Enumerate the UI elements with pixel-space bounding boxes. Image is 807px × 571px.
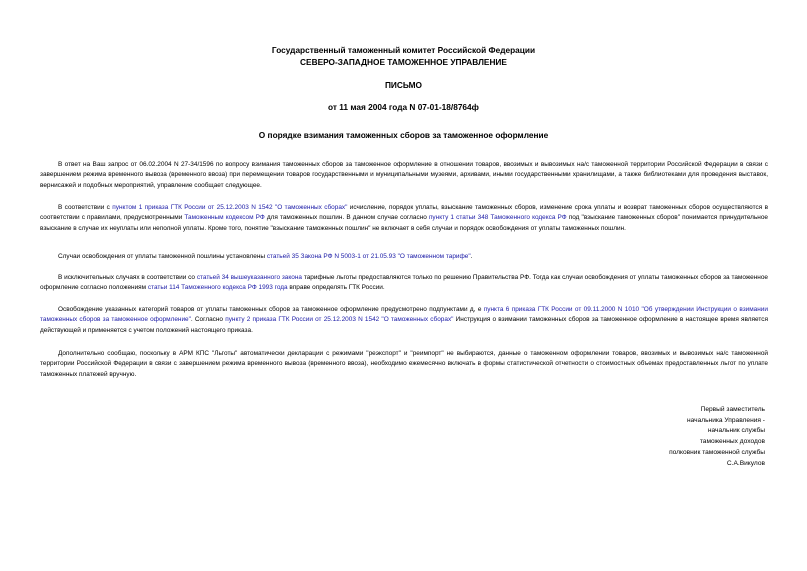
- link-order-1542-p1[interactable]: пунктом 1 приказа ГТК России от 25.12.2003 N 1542 "О таможенных сборах": [112, 204, 348, 211]
- paragraph-text: под "взыскание таможенных сборов" понимается принудительное взыскание в случае их неуплаты или неполной уплаты. Кроме того, понятие "взыскание таможенных пошлин" не включает в себя случаи и порядок освобождения от уплаты таможенных пошлин.: [40, 214, 769, 232]
- paragraph-text: В ответ на Ваш запрос от 06.02.2004 N 27-34/1596 по вопросу взимания таможенных сборов за таможенное оформление в отношении товаров, ввозимых и вывозимых на/с таможенной территории Российской Федерации в связи с завершением режима временного вывоза (временного ввоза) при перемещении товаров государственными и муниципальными музеями, архивами, иными государственными хранилищами, а также библиотеками для проведения выставок, вернисажей и подобных мероприятий, управление сообщает следующее.: [40, 161, 768, 189]
- paragraph-text: для таможенных пошлин. В данном случае согласно: [264, 214, 429, 222]
- link-law-5003-1-article-35[interactable]: статьей 35 Закона РФ N 5003-1 от 21.05.93 "О таможенном тарифе": [266, 253, 471, 260]
- paragraph-text: Освобождение указанных категорий товаров от уплаты таможенных сборов за таможенное оформление предусмотрено подпунктами д, е: [58, 306, 484, 313]
- paragraph-text: Случаи освобождения от уплаты таможенной пошлины установлены: [58, 253, 267, 260]
- paragraph-legal-basis: [40, 203, 768, 234]
- signature-line: полковник таможенной службы: [669, 448, 765, 456]
- link-order-1542-p2[interactable]: пункту 2 приказа ГТК России от 25.12.2003 N 1542 "О таможенных сборах": [225, 316, 454, 324]
- signature-line: таможенных доходов: [699, 438, 765, 446]
- signature-line: начальник службы: [707, 427, 765, 435]
- link-article-34[interactable]: статьей 34 вышеуказанного закона: [196, 274, 302, 281]
- document-date-number: от 11 мая 2004 года N 07-01-18/8764ф: [328, 102, 479, 112]
- link-order-1010-p6[interactable]: пункта 6 приказа ГТК России от 09.11.2000 N 1010 "Об утверждении Инструкции о взимании таможенных сборов за таможенное оформление": [40, 306, 769, 324]
- paragraph-additional: [40, 349, 768, 380]
- paragraph-text: . Согласно: [190, 316, 226, 324]
- paragraph-text: тарифные льготы предоставляются только по решению Правительства РФ. Тогда как случаи освобождения от уплаты таможенных сборов за таможенное оформление согласно положениям: [40, 274, 768, 292]
- link-customs-code[interactable]: Таможенным кодексом РФ: [184, 214, 265, 222]
- paragraph-exemption: [40, 252, 768, 262]
- paragraph-exceptional-cases: [40, 273, 768, 294]
- document-subject: О порядке взимания таможенных сборов за таможенное оформление: [258, 130, 549, 140]
- paragraph-text: .: [470, 253, 473, 260]
- issuer-name: Государственный таможенный комитет Российской Федерации: [271, 45, 536, 55]
- paragraph-text: В соответствии с: [58, 204, 113, 211]
- paragraph-text: Инструкция о взимании таможенных сборов за таможенное оформление в настоящее время является действующей и применяется с учетом положений настоящего приказа.: [40, 316, 768, 334]
- signature-line: начальника Управления -: [687, 416, 765, 424]
- signature-block: [565, 405, 765, 469]
- link-article-348[interactable]: пункту 1 статьи 348 Таможенного кодекса РФ: [428, 214, 567, 222]
- paragraph-instruction: [40, 305, 768, 336]
- paragraph-text: Дополнительно сообщаю, поскольку в АРМ КПС "Льготы" автоматически декларации с режимами "реэкспорт" и "реимпорт" не выбираются, данные о таможенном оформлении товаров, ввозимых и вывозимых на/с таможенной территории Российской Федерации в связи с завершением режима временного вывоза (временного ввоза), необходимо ежемесячно включать в формы статистической отчетности о стоимостных объемах предоставленных льгот по уплате таможенных платежей вручную.: [40, 350, 768, 378]
- signature-line: Первый заместитель: [700, 406, 765, 413]
- paragraph-text: вправе определять ГТК России.: [287, 284, 385, 292]
- issuer-department: СЕВЕРО-ЗАПАДНОЕ ТАМОЖЕННОЕ УПРАВЛЕНИЕ: [300, 57, 507, 67]
- paragraph-text: исчисление, порядок уплаты, взыскание таможенных сборов, изменение срока уплаты и возврат таможенных сборов осуществляются в соответствии с правилами, предусмотренными: [40, 204, 768, 222]
- link-article-114[interactable]: статьи 114 Таможенного кодекса РФ 1993 года: [147, 284, 288, 292]
- document-type: ПИСЬМО: [384, 80, 423, 90]
- signatory-name: С.А.Викулов: [726, 459, 765, 467]
- paragraph-text: В исключительных случаях в соответствии со: [58, 274, 197, 281]
- paragraph-request: [40, 160, 768, 191]
